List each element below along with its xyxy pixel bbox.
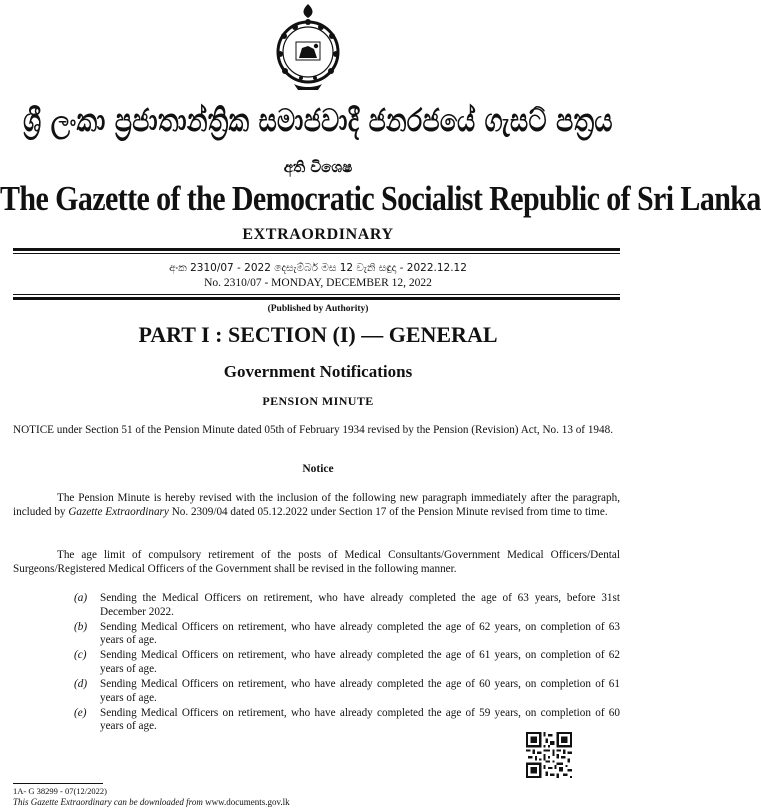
list-item [60, 592, 620, 619]
header-divider-thick [13, 248, 620, 251]
header-divider-thin [13, 253, 620, 254]
download-url-link[interactable]: www.documents.gov.lk [202, 797, 290, 807]
list-marker: (b) [74, 620, 88, 633]
list-marker: (c) [74, 649, 87, 662]
gazette-extraordinary-italic: Gazette Extraordinary [68, 505, 169, 518]
intro-notice: NOTICE under Section 51 of the Pension Minute dated 05th of February 1934 revised by the Pension (Revision) Act, No. 13 of 1948. [13, 424, 613, 436]
list-item [60, 678, 620, 705]
section-heading: Government Notifications [223, 362, 413, 381]
issue-divider-thin [13, 294, 620, 295]
minute-heading: PENSION MINUTE [262, 394, 374, 408]
paragraph-revision-start: The Pension Minute is hereby revised with the inclusion of the following new paragraph immediately after the paragraph, included by [13, 492, 620, 518]
list-item-text: Sending Medical Officers on retirement, who have already completed the age of 62 years, on completion of 63 years of age. [100, 620, 620, 647]
list-item-text: Sending Medical Officers on retirement, who have already completed the age of 61 years, on completion of 62 years of age. [100, 649, 620, 675]
published-by-authority: (Published by Authority) [267, 304, 369, 314]
list-item [60, 649, 620, 676]
paragraph-age-limit: The age limit of compulsory retirement of the posts of Medical Consultants/Government Medical Officers/Dental Surgeons/Registered Medical Officers of the Government shall be revised in the following manner. [13, 549, 620, 575]
issue-line-english: No. 2310/07 - MONDAY, DECEMBER 12, 2022 [204, 277, 432, 289]
list-item-text: Sending Medical Officers on retirement, who have already completed the age of 60 years, on completion of 61 years of age. [100, 678, 620, 704]
sri-lanka-emblem-icon [272, 2, 344, 94]
part-heading: PART I : SECTION (I) — GENERAL [138, 322, 498, 347]
list-marker: (d) [74, 678, 88, 691]
sinhala-gazette-title: ශ්‍රී ලංකා ප්‍රජාතාන්ත්‍රික සමාජවාදී ජනරජයේ ගැසට් පත්‍රය [23, 102, 613, 139]
issue-divider-thick [13, 297, 620, 300]
footer-rule [13, 783, 103, 784]
list-marker: (e) [74, 706, 87, 719]
gazette-code: 1A- G 38299 - 07(12/2022) [13, 786, 107, 796]
paragraph-revision [13, 492, 620, 519]
qr-code-icon[interactable] [526, 732, 572, 778]
download-note-text: This Gazette Extraordinary can be downloaded from [13, 797, 203, 807]
notice-heading: Notice [302, 463, 334, 475]
list-item [60, 621, 620, 648]
list-marker: (a) [74, 592, 88, 604]
list-item-text: Sending the Medical Officers on retirement, who have already completed the age of 63 years, before 31st December 2022. [100, 592, 620, 618]
list-item-text: Sending Medical Officers on retirement, who have already completed the age of 59 years, on completion of 60 years of age. [100, 706, 620, 733]
extraordinary-label: EXTRAORDINARY [242, 226, 394, 243]
ati-vishesha-label: අති විශෙෂ [283, 158, 353, 176]
download-note [13, 797, 290, 807]
english-gazette-title: The Gazette of the Democratic Socialist Republic of Sri Lanka [0, 180, 761, 218]
paragraph-revision-end: No. 2309/04 dated 05.12.2022 under Section 17 of the Pension Minute revised from time to time. [168, 505, 608, 518]
issue-line-sinhala: අංක 2310/07 - 2022 දෙසැම්බර් මස 12 වැනි සඳුදා - 2022.12.12 [169, 262, 467, 274]
retirement-list [60, 592, 620, 735]
list-item [60, 707, 620, 734]
